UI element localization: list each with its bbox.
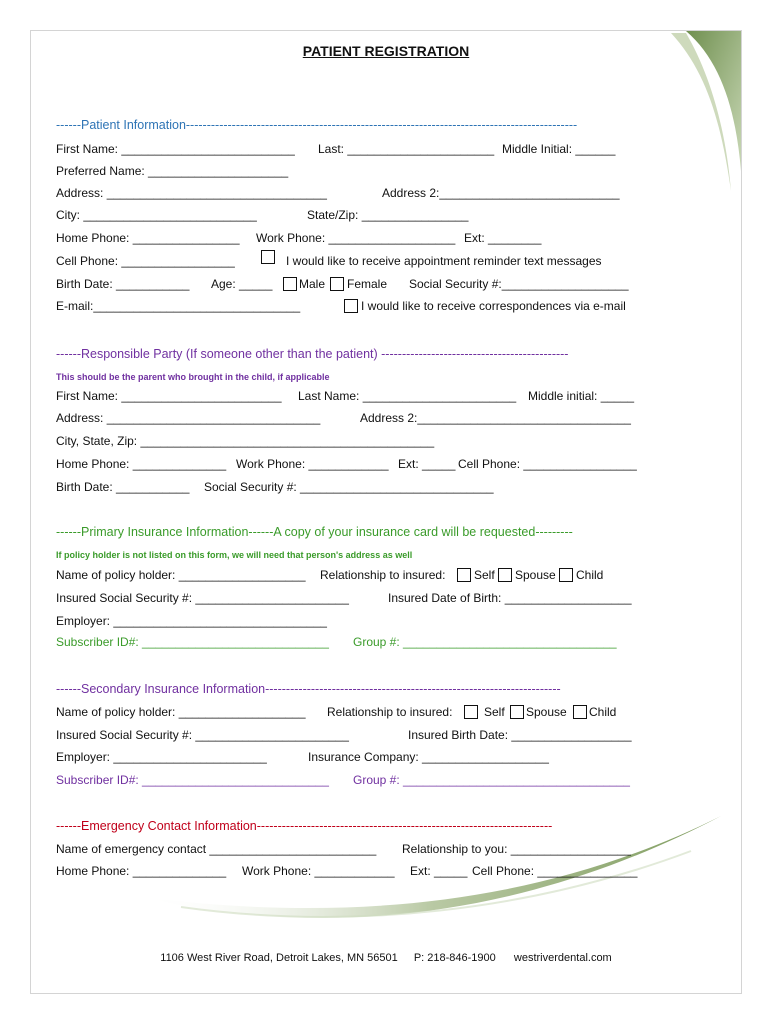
secondary-spouse-checkbox[interactable] [510,705,526,722]
patient-last-name-field[interactable]: Last: ______________________ [318,142,495,156]
primary-insurance-note: If policy holder is not listed on this form, we will need that person's address as well [56,550,413,560]
primary-spouse-label: Spouse [515,568,556,582]
primary-self-checkbox[interactable] [457,568,473,585]
patient-ssn-field[interactable]: Social Security #:___________________ [409,277,629,291]
secondary-employer-field[interactable]: Employer: _______________________ [56,750,267,764]
responsible-first-name-field[interactable]: First Name: ________________________ [56,389,282,403]
email-opt-in-checkbox[interactable] [344,299,360,316]
patient-ext-field[interactable]: Ext: ________ [464,231,542,245]
patient-home-phone-field[interactable]: Home Phone: ________________ [56,231,240,245]
secondary-subscriber-id-field[interactable]: Subscriber ID#: ____________________________ [56,773,329,787]
responsible-last-name-field[interactable]: Last Name: _______________________ [298,389,517,403]
page-footer [31,952,741,964]
emergency-contact-name-field[interactable]: Name of emergency contact _________________________ [56,842,377,856]
secondary-insurance-header: ------Secondary Insurance Information----------------------------------------------------------------------- [56,682,561,696]
primary-relationship-label: Relationship to insured: [320,568,446,582]
patient-work-phone-field[interactable]: Work Phone: ___________________ [256,231,456,245]
secondary-self-checkbox[interactable] [464,705,480,722]
secondary-policy-holder-field[interactable]: Name of policy holder: ___________________ [56,705,306,719]
primary-dob-field[interactable]: Insured Date of Birth: ___________________ [388,591,632,605]
responsible-work-phone-field[interactable]: Work Phone: ____________ [236,457,389,471]
emergency-contact-header: ------Emergency Contact Information----------------------------------------------------------------------- [56,819,553,833]
primary-insurance-header: ------Primary Insurance Information------A copy of your insurance card will be requested--------- [56,525,573,539]
patient-email-field[interactable]: E-mail:_______________________________ [56,299,301,313]
text-opt-in-checkbox[interactable] [261,250,277,267]
patient-age-field[interactable]: Age: _____ [211,277,273,291]
responsible-address-field[interactable]: Address: ________________________________ [56,411,321,425]
patient-address-field[interactable]: Address: _________________________________ [56,186,327,200]
primary-spouse-checkbox[interactable] [498,568,514,585]
patient-address2-field[interactable]: Address 2:___________________________ [382,186,620,200]
patient-cell-phone-field[interactable]: Cell Phone: _________________ [56,254,235,268]
responsible-middle-initial-field[interactable]: Middle initial: _____ [528,389,635,403]
patient-birth-date-field[interactable]: Birth Date: ___________ [56,277,190,291]
secondary-child-label: Child [589,705,617,719]
female-label: Female [347,277,388,291]
patient-section-header: ------Patient Information---------------------------------------------------------------------------------------------- [56,118,578,132]
patient-city-field[interactable]: City: __________________________ [56,208,257,222]
secondary-ssn-field[interactable]: Insured Social Security #: _______________________ [56,728,349,742]
email-opt-in-label: I would like to receive correspondences via e-mail [361,299,626,313]
registration-form-page [30,30,742,994]
footer-address: 1106 West River Road, Detroit Lakes, MN 56501 [160,952,398,964]
secondary-birth-date-field[interactable]: Insured Birth Date: __________________ [408,728,632,742]
patient-middle-initial-field[interactable]: Middle Initial: ______ [502,142,616,156]
secondary-spouse-label: Spouse [526,705,567,719]
responsible-cell-phone-field[interactable]: Cell Phone: _________________ [458,457,637,471]
primary-employer-field[interactable]: Employer: ________________________________ [56,614,327,628]
footer-phone: P: 218-846-1900 [413,952,496,964]
secondary-self-label: Self [484,705,505,719]
patient-first-name-field[interactable]: First Name: __________________________ [56,142,295,156]
male-checkbox[interactable] [283,277,299,294]
responsible-home-phone-field[interactable]: Home Phone: ______________ [56,457,227,471]
primary-self-label: Self [474,568,495,582]
female-checkbox[interactable] [330,277,346,294]
secondary-relationship-label: Relationship to insured: [327,705,453,719]
emergency-home-phone-field[interactable]: Home Phone: ______________ [56,864,227,878]
primary-child-checkbox[interactable] [559,568,575,585]
primary-policy-holder-field[interactable]: Name of policy holder: ___________________ [56,568,306,582]
responsible-city-state-zip-field[interactable]: City, State, Zip: ____________________________________________ [56,434,435,448]
responsible-note: This should be the parent who brought in the child, if applicable [56,372,330,382]
primary-subscriber-id-field[interactable]: Subscriber ID#: ____________________________ [56,635,329,649]
responsible-address2-field[interactable]: Address 2:________________________________ [360,411,631,425]
footer-website[interactable]: westriverdental.com [513,952,612,964]
responsible-birth-date-field[interactable]: Birth Date: ___________ [56,480,190,494]
secondary-insurance-company-field[interactable]: Insurance Company: ___________________ [308,750,549,764]
patient-state-zip-field[interactable]: State/Zip: ________________ [307,208,469,222]
responsible-section-header: ------Responsible Party (If someone other than the patient) --------------------------------------------- [56,347,569,361]
emergency-work-phone-field[interactable]: Work Phone: ____________ [242,864,395,878]
emergency-relationship-field[interactable]: Relationship to you: __________________ [402,842,631,856]
emergency-ext-field[interactable]: Ext: _____ [410,864,468,878]
text-opt-in-label: I would like to receive appointment reminder text messages [286,254,602,268]
secondary-group-field[interactable]: Group #: __________________________________ [353,773,630,787]
patient-preferred-name-field[interactable]: Preferred Name: _____________________ [56,164,289,178]
page-title: PATIENT REGISTRATION [302,43,470,59]
responsible-ext-field[interactable]: Ext: _____ [398,457,456,471]
primary-ssn-field[interactable]: Insured Social Security #: _______________________ [56,591,349,605]
emergency-cell-phone-field[interactable]: Cell Phone: _______________ [472,864,638,878]
male-label: Male [299,277,326,291]
responsible-ssn-field[interactable]: Social Security #: _____________________________ [204,480,494,494]
primary-child-label: Child [576,568,604,582]
secondary-child-checkbox[interactable] [573,705,589,722]
primary-group-field[interactable]: Group #: ________________________________ [353,635,617,649]
